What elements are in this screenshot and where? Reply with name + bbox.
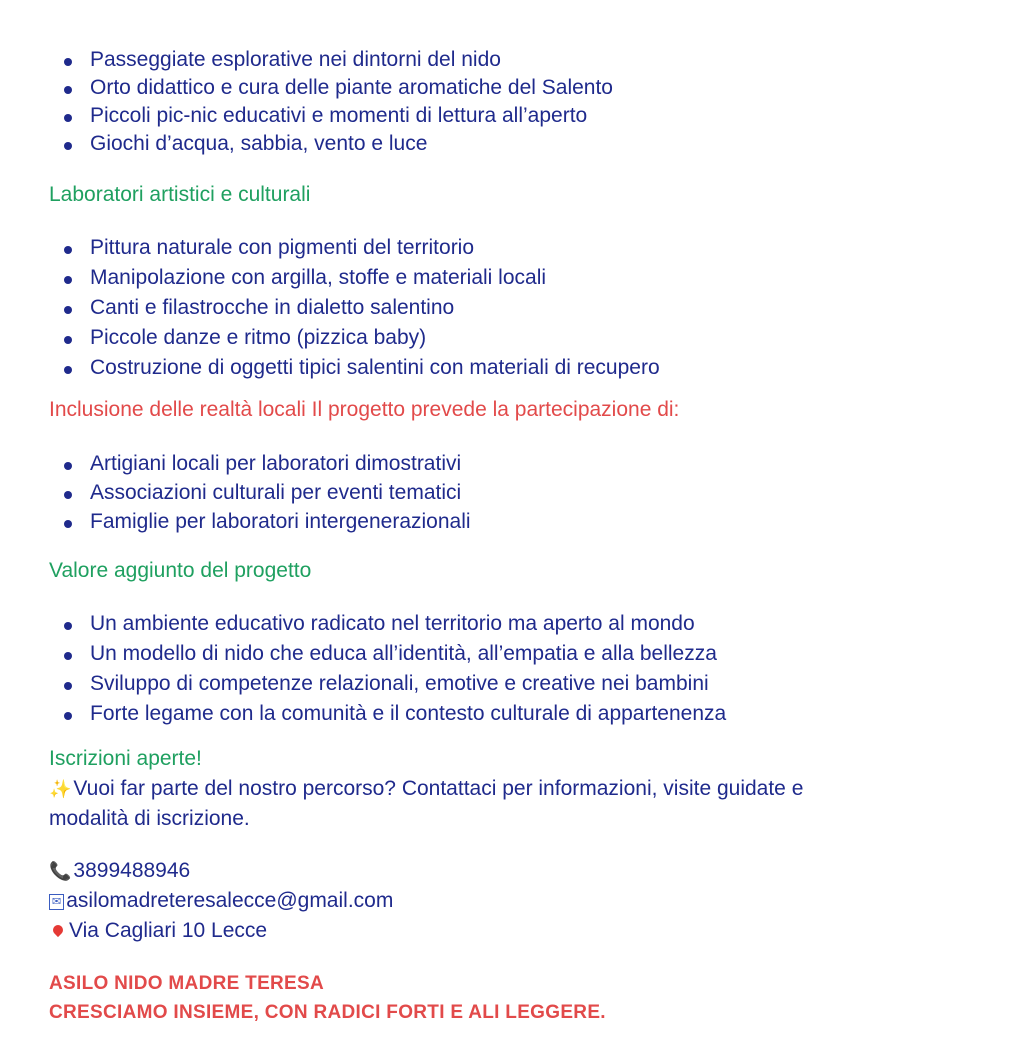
list-item: Artigiani locali per laboratori dimostrativi xyxy=(0,449,471,478)
bullet-icon xyxy=(64,246,72,254)
map-pin-icon xyxy=(51,923,65,937)
list-item: Famiglie per laboratori intergenerazionali xyxy=(0,507,471,536)
list-item: Piccole danze e ritmo (pizzica baby) xyxy=(0,323,660,353)
list-item: Un ambiente educativo radicato nel territorio ma aperto al mondo xyxy=(0,609,726,639)
art-list xyxy=(0,233,660,383)
list-item: Manipolazione con argilla, stoffe e materiali locali xyxy=(0,263,660,293)
list-item: Associazioni culturali per eventi tematici xyxy=(0,478,471,507)
footer-slogan: CRESCIAMO INSIEME, CON RADICI FORTI E ALI LEGGERE. xyxy=(49,1002,606,1023)
list-item: Orto didattico e cura delle piante aromatiche del Salento xyxy=(0,74,613,102)
value-list xyxy=(0,609,726,729)
sparkles-icon: ✨ xyxy=(49,779,72,799)
enrollment-line-1: ✨Vuoi far parte del nostro percorso? Contattaci per informazioni, visite guidate e xyxy=(49,777,804,800)
bullet-icon xyxy=(64,142,72,150)
bullet-icon xyxy=(64,114,72,122)
list-item: Un modello di nido che educa all’identità, all’empatia e alla bellezza xyxy=(0,639,726,669)
section-title-value: Valore aggiunto del progetto xyxy=(49,559,312,582)
enrollment-line-2: modalità di iscrizione. xyxy=(49,807,250,830)
list-item: Sviluppo di competenze relazionali, emotive e creative nei bambini xyxy=(0,669,726,699)
contact-phone[interactable]: 📞3899488946 xyxy=(49,859,191,882)
email-icon: ✉ xyxy=(49,894,64,910)
bullet-icon xyxy=(64,276,72,284)
bullet-icon xyxy=(64,366,72,374)
phone-icon: 📞 xyxy=(49,861,72,881)
bullet-icon xyxy=(64,520,72,528)
bullet-icon xyxy=(64,306,72,314)
bullet-icon xyxy=(64,491,72,499)
list-item: Giochi d’acqua, sabbia, vento e luce xyxy=(0,130,613,158)
section-title-art: Laboratori artistici e culturali xyxy=(49,183,311,206)
bullet-icon xyxy=(64,622,72,630)
enrollment-title: Iscrizioni aperte! xyxy=(49,747,202,770)
list-item: Piccoli pic-nic educativi e momenti di lettura all’aperto xyxy=(0,102,613,130)
contact-email[interactable]: ✉ asilomadreteresalecce@gmail.com xyxy=(49,889,393,913)
list-item: Forte legame con la comunità e il contesto culturale di appartenenza xyxy=(0,699,726,729)
list-item: Pittura naturale con pigmenti del territorio xyxy=(0,233,660,263)
bullet-icon xyxy=(64,682,72,690)
bullet-icon xyxy=(64,712,72,720)
bullet-icon xyxy=(64,336,72,344)
bullet-icon xyxy=(64,652,72,660)
list-item: Passeggiate esplorative nei dintorni del nido xyxy=(0,46,613,74)
footer-school-name: ASILO NIDO MADRE TERESA xyxy=(49,973,325,994)
activities-list xyxy=(0,46,613,158)
section-title-inclusion: Inclusione delle realtà locali Il progetto prevede la partecipazione di: xyxy=(49,398,680,421)
list-item: Canti e filastrocche in dialetto salentino xyxy=(0,293,660,323)
inclusion-list xyxy=(0,449,471,536)
list-item: Costruzione di oggetti tipici salentini con materiali di recupero xyxy=(0,353,660,383)
bullet-icon xyxy=(64,58,72,66)
contact-address: Via Cagliari 10 Lecce xyxy=(49,919,267,943)
bullet-icon xyxy=(64,86,72,94)
bullet-icon xyxy=(64,462,72,470)
